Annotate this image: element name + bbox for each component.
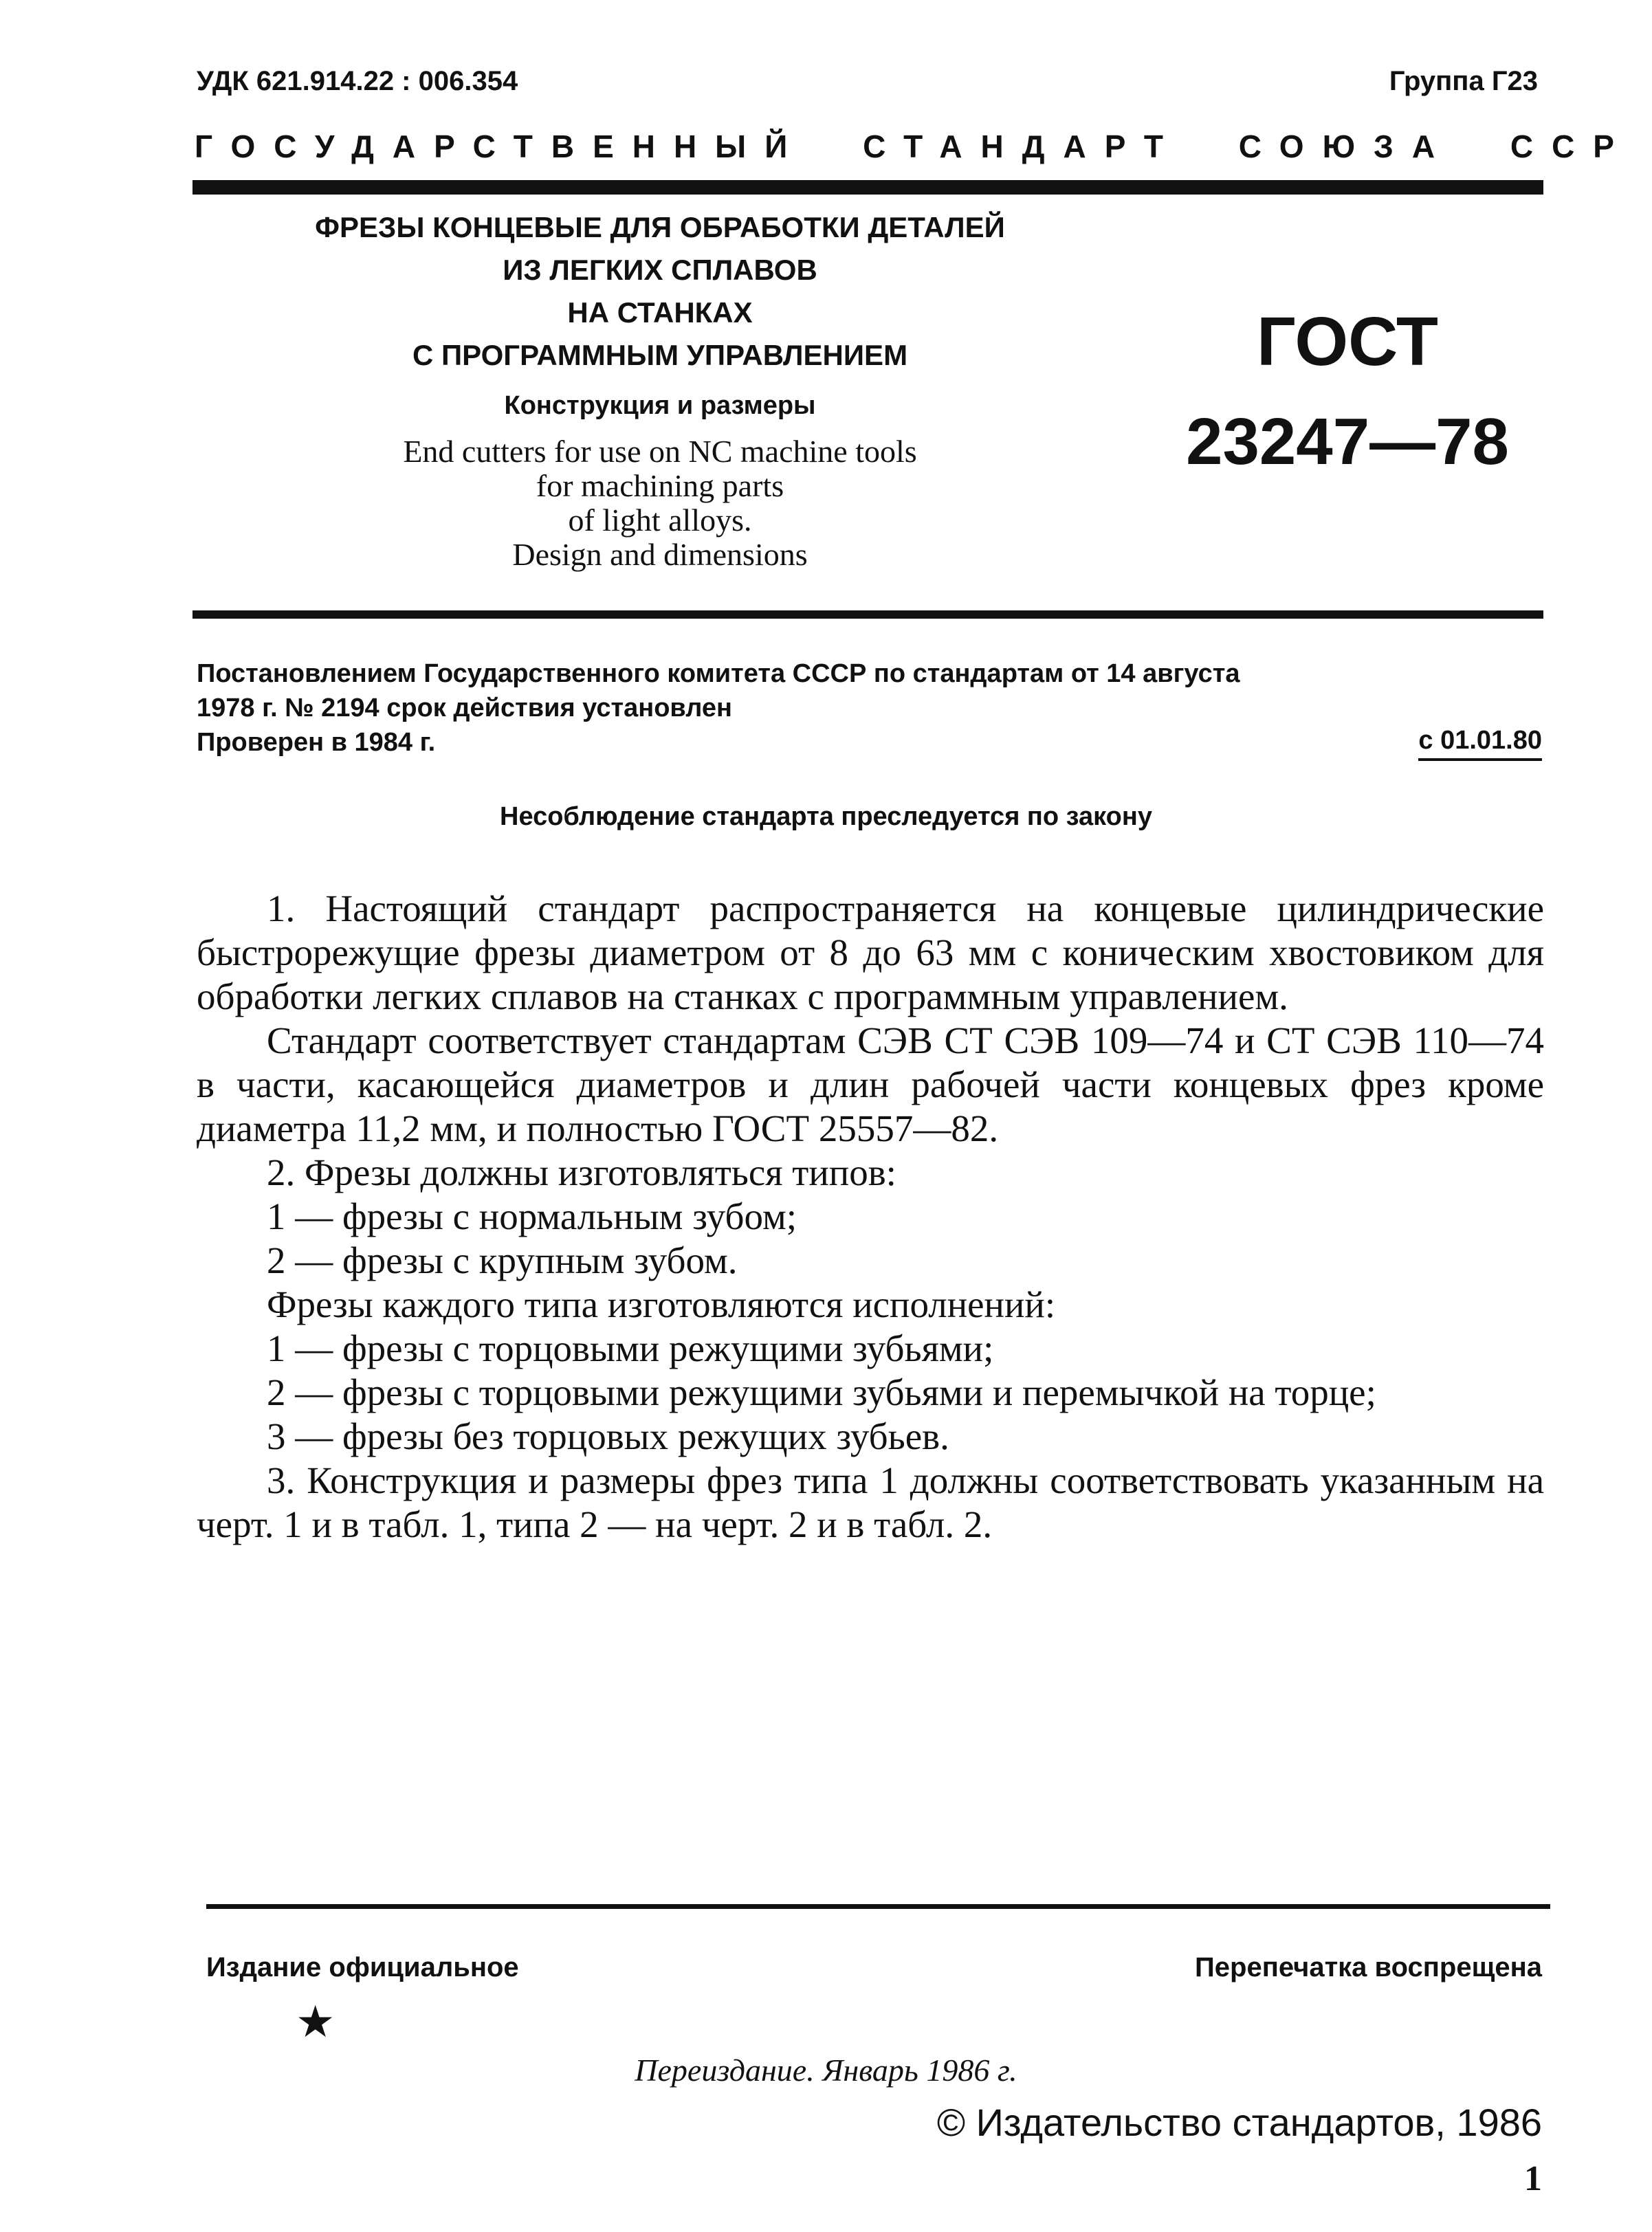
footer-rule	[206, 1904, 1550, 1909]
decree-line-1: Постановлением Государственного комитета СССР по стандартам от 14 августа	[197, 659, 1240, 688]
body-text	[197, 887, 1544, 1547]
reprint-prohibited-label: Перепечатка воспрещена	[1195, 1952, 1542, 1982]
banner-word-4: ССР	[1510, 129, 1633, 164]
legal-notice: Несоблюдение стандарта преследуется по закону	[500, 802, 1152, 831]
banner-word-2: СТАНДАРТ	[863, 129, 1182, 164]
banner-word-3: СОЮЗА	[1238, 129, 1454, 164]
title-en-line-4: Design and dimensions	[512, 537, 808, 572]
decree-block	[197, 656, 1544, 760]
effective-date: с 01.01.80	[1418, 726, 1542, 761]
star-icon: ★	[296, 1998, 335, 2046]
title-ru-line-3: НА СТАНКАХ	[567, 296, 753, 329]
gost-number: 23247—78	[1186, 405, 1509, 478]
paragraph-1: 1. Настоящий стандарт распространяется на концевые цилиндрические быстрорежущие фрезы диаметром от 8 до 63 мм с коническим хвостовиком для обработки легких сплавов на станках с программным управлением.	[197, 887, 1544, 1017]
group-code: Группа Г23	[1389, 66, 1538, 96]
reissue-note: Переиздание. Январь 1986 г.	[635, 2053, 1017, 2088]
paragraph-2: Стандарт соответствует стандартам СЭВ СТ СЭВ 109—74 и СТ СЭВ 110—74 в части, касающейся диаметров и длин рабочей части концевых фрез кроме диаметра 11,2 мм, и полностью ГОСТ 25557—82.	[197, 1019, 1544, 1149]
official-edition-label: Издание официальное	[206, 1952, 519, 1982]
banner-word-1: ГОСУДАРСТВЕННЫЙ	[195, 129, 806, 164]
title-ru-line-2: ИЗ ЛЕГКИХ СПЛАВОВ	[503, 254, 817, 286]
udk-code: УДК 621.914.22 : 006.354	[197, 66, 518, 96]
header-rule	[192, 180, 1543, 195]
decree-line-2: 1978 г. № 2194 срок действия установлен	[197, 694, 732, 722]
title-en-line-2: for machining parts	[536, 468, 784, 503]
title-en-line-3: of light alloys.	[568, 502, 752, 538]
title-ru-line-1: ФРЕЗЫ КОНЦЕВЫЕ ДЛЯ ОБРАБОТКИ ДЕТАЛЕЙ	[315, 211, 1005, 243]
decree-line-3: Проверен в 1984 г.	[197, 728, 436, 757]
type-1-item: 1 — фрезы с нормальным зубом;	[267, 1195, 797, 1237]
execution-3-item: 3 — фрезы без торцовых режущих зубьев.	[267, 1415, 949, 1457]
page-number: 1	[1524, 2159, 1542, 2198]
standard-banner	[195, 128, 1633, 165]
title-subtitle: Конструкция и размеры	[504, 391, 816, 420]
copyright-line: © Издательство стандартов, 1986	[936, 2101, 1542, 2144]
title-block	[247, 206, 1072, 572]
paragraph-5: 3. Конструкция и размеры фрез типа 1 должны соответствовать указанным на черт. 1 и в табл. 1, типа 2 — на черт. 2 и в табл. 2.	[197, 1459, 1544, 1545]
title-ru-line-4: С ПРОГРАММНЫМ УПРАВЛЕНИЕМ	[412, 339, 908, 371]
title-bottom-rule	[192, 610, 1543, 619]
paragraph-4: Фрезы каждого типа изготовляются исполнений:	[267, 1283, 1056, 1325]
paragraph-3: 2. Фрезы должны изготовляться типов:	[267, 1151, 896, 1193]
gost-label: ГОСТ	[1257, 303, 1438, 380]
execution-1-item: 1 — фрезы с торцовыми режущими зубьями;	[267, 1327, 994, 1369]
type-2-item: 2 — фрезы с крупным зубом.	[267, 1239, 738, 1281]
title-en-line-1: End cutters for use on NC machine tools	[403, 434, 917, 469]
execution-2-item: 2 — фрезы с торцовыми режущими зубьями и перемычкой на торце;	[267, 1371, 1376, 1413]
